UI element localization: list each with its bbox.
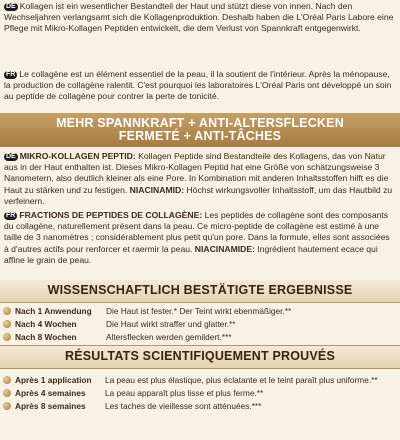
ingredients-de-paragraph [4, 151, 396, 207]
ingredients-fr-paragraph [4, 210, 396, 266]
ingredient-heading-collagen-fr: FRACTIONS DE PEPTIDES DE COLLAGÈNE: [19, 210, 203, 220]
gold-bullet-icon [3, 320, 11, 328]
result-text: La peau est plus élastique, plus éclatante et le teint paraît plus uniforme.** [105, 375, 378, 385]
intro-de-text: Kollagen ist ein wesentlicher Bestandteil der Haut und stützt diese von innen. Nach den Wechseljahren verlangsamt sich die Kollagenproduktion. Deshalb haben die L'Oréal Paris Labore eine Pflege mit Mikro-Kollagen Peptiden entwickelt, die dem Verlust von Spannkraft entgegenwirkt. [4, 1, 394, 34]
ingredient-text-collagen-fr: Les peptides de collagène sont des composants du collagène, naturellement présent dans la peau. Ce micro-peptide de collagène est estimé à une taille de 3 nanomètres ; considérablement plus petit qu'un pore. Dans la formule, elles sont associées à d'autres actifs pour renforcer et raermir la peau. [4, 210, 390, 254]
result-label: Après 1 application [15, 375, 92, 385]
ingredient-heading-niacinamid: NIACINAMID: [129, 184, 185, 195]
divider [0, 368, 400, 369]
result-text: Die Haut ist fester.* Der Teint wirkt ebenmäßiger.** [106, 306, 292, 316]
result-label: Après 4 semaines [15, 388, 86, 398]
result-text: Die Haut wirkt straffer und glatter.** [106, 319, 236, 329]
result-label: Nach 4 Wochen [15, 319, 77, 329]
intro-de-paragraph [4, 1, 396, 35]
gold-bullet-icon [3, 376, 11, 384]
gold-bullet-icon [3, 389, 11, 397]
result-label: Après 8 semaines [15, 401, 86, 411]
ingredient-text-niacinamide: Ingrédient hautement ecace qui affine le grain de peau. [4, 243, 378, 265]
ingredient-text-niacinamid: Höchst wirkungsvoller Inhaltsstoff, um das Hautbild zu verfeinern. [4, 184, 393, 206]
result-text: Les taches de vieillesse sont atténuées.*** [105, 401, 262, 411]
result-text: La peau apparaît plus lisse et plus ferme.** [105, 388, 264, 398]
result-row-de-3 [3, 332, 398, 343]
fr-language-badge: FR [6, 71, 16, 78]
gold-bullet-icon [3, 333, 11, 341]
gold-bullet-icon [3, 307, 11, 315]
benefit-band [0, 113, 400, 147]
benefit-band-fr: FERMETÉ + ANTI-TÂCHES [118, 129, 282, 143]
ingredient-heading-collagen-de: MIKRO-KOLLAGEN PEPTID: [19, 151, 136, 161]
divider [0, 302, 400, 303]
result-row-fr-1 [3, 375, 398, 386]
result-label: Nach 8 Wochen [15, 332, 77, 342]
result-text: Altersflecken werden gemildert.*** [106, 332, 232, 342]
intro-fr-paragraph [4, 69, 396, 103]
benefit-band-de: MEHR SPANNKRAFT + ANTI-ALTERSFLECKEN [56, 116, 344, 130]
intro-fr-text: Le collagène est un élément essentiel de la peau, il la soutient de l'intérieur. Après la ménopause, la production de collagène ralentit. C'est pourquoi les laboratoires L'Oréal Paris ont développé un soin au peptide de collagène pour contrer la perte de tonicité. [4, 69, 392, 102]
ingredient-text-collagen-de: Kollagen Peptide sind Bestandteile des Kollagens, das von Natur aus in der Haut enthalten ist. Dieses Mikro-Kollagen Peptid hat eine Größe von schätzungsweise 3 Nanometern, also deutlich kleiner als eine Pore. In Kombination mit anderen Inhaltsstoffen hilft es die Haut zu stärken und zu festigen. [4, 151, 389, 195]
result-row-fr-3 [3, 401, 398, 412]
results-fr-heading: RÉSULTATS SCIENTIFIQUEMENT PROUVÉS [0, 346, 400, 368]
de-language-badge: DE [6, 3, 16, 10]
result-row-de-1 [3, 306, 398, 317]
ingredient-heading-niacinamide: NIACINAMIDE: [194, 243, 255, 254]
result-label: Nach 1 Anwendung [15, 306, 92, 316]
result-row-fr-2 [3, 388, 398, 399]
fr-language-badge: FR [6, 212, 16, 219]
gold-bullet-icon [3, 402, 11, 410]
results-de-heading: WISSENSCHAFTLICH BESTÄTIGTE ERGEBNISSE [0, 280, 400, 302]
result-row-de-2 [3, 319, 398, 330]
de-language-badge: DE [6, 153, 16, 160]
